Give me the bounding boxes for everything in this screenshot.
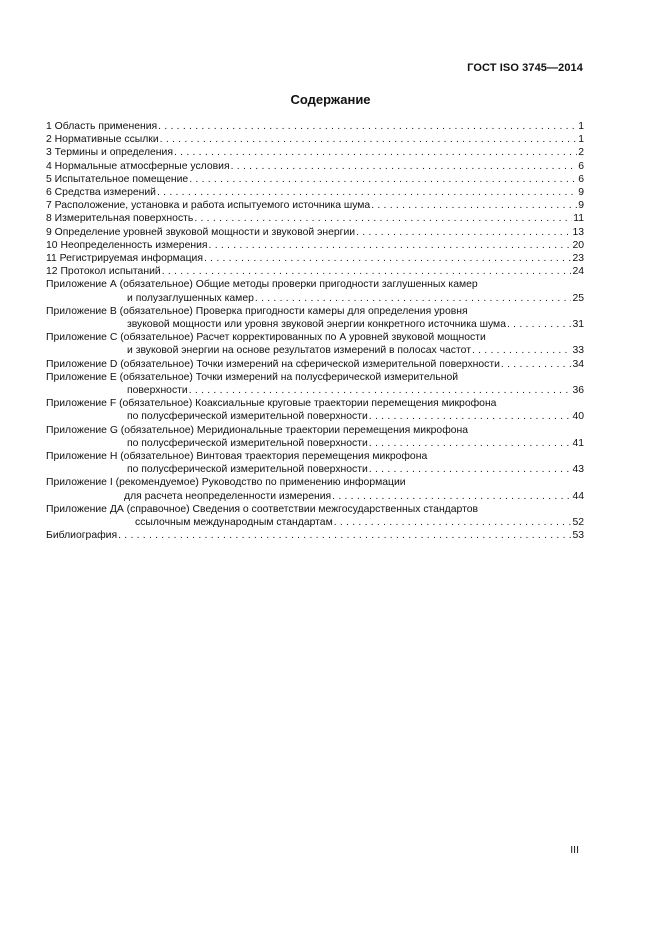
dot-leader bbox=[334, 516, 572, 529]
toc-page-number: 20 bbox=[572, 239, 584, 251]
dot-leader bbox=[472, 344, 571, 357]
toc-page-number: 33 bbox=[572, 345, 584, 357]
toc-entry[interactable] bbox=[46, 476, 584, 502]
toc-entry[interactable] bbox=[46, 199, 584, 212]
dot-leader bbox=[157, 186, 577, 199]
toc-page-number: 40 bbox=[572, 411, 584, 423]
toc-entry-title: Приложение D (обязательное) Точки измерений на сферической измерительной поверхности bbox=[46, 358, 500, 370]
toc-page-number: 44 bbox=[572, 490, 584, 502]
toc-entry[interactable] bbox=[46, 358, 584, 371]
toc-entry-title: Приложение I (рекомендуемое) Руководство по применению информации bbox=[46, 477, 406, 489]
toc-page-number: 53 bbox=[572, 530, 584, 542]
toc-page-number: 36 bbox=[572, 385, 584, 397]
toc-page-number: 9 bbox=[578, 187, 584, 199]
toc-entry-title: 11 Регистрируемая информация bbox=[46, 253, 203, 265]
toc-entry-title: Библиография bbox=[46, 530, 118, 542]
toc-entry[interactable] bbox=[46, 120, 584, 133]
toc-entry-title: по полусферической измерительной поверхности bbox=[127, 437, 368, 449]
toc-entry-title: 7 Расположение, установка и работа испытуемого источника шума bbox=[46, 200, 371, 212]
toc-page-number: 1 bbox=[578, 121, 584, 132]
toc-entry[interactable] bbox=[46, 450, 584, 476]
toc-page-number: 25 bbox=[572, 292, 584, 304]
toc-entry-title: для расчета неопределенности измерения bbox=[124, 490, 332, 502]
toc-page-number: 34 bbox=[572, 358, 584, 370]
dot-leader bbox=[118, 529, 571, 542]
page-title: Содержание bbox=[290, 92, 371, 107]
toc-page-number: 11 bbox=[573, 213, 584, 225]
dot-leader bbox=[209, 239, 572, 252]
toc-entry-title: 10 Неопределенность измерения bbox=[46, 239, 208, 251]
toc-entry-title: по полусферической измерительной поверхности bbox=[127, 464, 368, 476]
toc-entry[interactable] bbox=[46, 424, 584, 450]
toc-entry-title: Приложение В (обязательное) Проверка пригодности камеры для определения уровня bbox=[46, 305, 468, 317]
toc-entry[interactable] bbox=[46, 186, 584, 199]
dot-leader bbox=[255, 292, 572, 305]
toc-entry-title: 2 Нормативные ссылки bbox=[46, 134, 159, 146]
toc-entry[interactable] bbox=[46, 239, 584, 252]
toc-entry-title: и звуковой энергии на основе результатов измерений в полосах частот bbox=[127, 345, 471, 357]
dot-leader bbox=[369, 463, 572, 476]
dot-leader bbox=[204, 252, 571, 265]
toc-entry-title: Приложение А (обязательное) Общие методы проверки пригодности заглушенных камер bbox=[46, 279, 478, 291]
dot-leader bbox=[189, 384, 572, 397]
toc-page-number: 52 bbox=[572, 517, 584, 529]
toc-entry-title: Приложение ДА (справочное) Сведения о соответствии межгосударственных стандартов bbox=[46, 503, 479, 515]
toc-entry-title: 12 Протокол испытаний bbox=[46, 266, 161, 278]
toc-entry[interactable] bbox=[46, 371, 584, 397]
dot-leader bbox=[174, 146, 577, 159]
toc-page-number: 1 bbox=[578, 134, 584, 146]
table-of-contents bbox=[46, 120, 584, 543]
toc-page-number: 6 bbox=[578, 160, 584, 172]
toc-page-number: 43 bbox=[572, 464, 584, 476]
dot-leader bbox=[189, 173, 577, 186]
dot-leader bbox=[371, 199, 577, 212]
toc-entry[interactable] bbox=[46, 226, 584, 239]
dot-leader bbox=[356, 226, 571, 239]
toc-page-number: 41 bbox=[572, 437, 584, 449]
toc-entry[interactable] bbox=[46, 173, 584, 186]
toc-page-number: 13 bbox=[572, 226, 584, 238]
document-header: ГОСТ ISO 3745—2014 bbox=[467, 62, 583, 74]
toc-entry-title: Приложение F (обязательное) Коаксиальные круговые траектории перемещения микрофона bbox=[46, 398, 497, 410]
toc-entry-title: 8 Измерительная поверхность bbox=[46, 213, 194, 225]
dot-leader bbox=[507, 318, 571, 331]
toc-entry[interactable] bbox=[46, 529, 584, 542]
toc-entry-title: звуковой мощности или уровня звуковой энергии конкретного источника шума bbox=[127, 319, 506, 331]
dot-leader bbox=[194, 212, 572, 225]
toc-entry[interactable] bbox=[46, 146, 584, 159]
toc-entry[interactable] bbox=[46, 503, 584, 529]
toc-entry-title: 4 Нормальные атмосферные условия bbox=[46, 160, 230, 172]
toc-page-number: 6 bbox=[578, 173, 584, 185]
toc-entry-title: Приложение Е (обязательное) Точки измерений на полусферической измерительной bbox=[46, 371, 459, 383]
toc-entry-title: Приложение С (обязательное) Расчет корректированных по А уровней звуковой мощности bbox=[46, 332, 486, 344]
toc-entry-title: Приложение G (обязательное) Меридиональные траектории перемещения микрофона bbox=[46, 424, 469, 436]
toc-entry-title: Приложение Н (обязательное) Винтовая траектория перемещения микрофона bbox=[46, 451, 428, 463]
toc-entry-title: 3 Термины и определения bbox=[46, 147, 173, 159]
toc-page-number: 2 bbox=[578, 147, 584, 159]
toc-page-number: 31 bbox=[572, 319, 584, 331]
toc-page-number: 23 bbox=[572, 253, 584, 265]
toc-entry[interactable] bbox=[46, 252, 584, 265]
toc-entry[interactable] bbox=[46, 265, 584, 278]
toc-entry-title: поверхности bbox=[127, 385, 188, 397]
toc-entry[interactable] bbox=[46, 133, 584, 146]
dot-leader bbox=[369, 437, 572, 450]
toc-entry-title: 9 Определение уровней звуковой мощности и звуковой энергии bbox=[46, 226, 356, 238]
dot-leader bbox=[162, 265, 572, 278]
toc-entry-title: по полусферической измерительной поверхности bbox=[127, 411, 368, 423]
toc-entry[interactable] bbox=[46, 305, 584, 331]
toc-entry[interactable] bbox=[46, 278, 584, 304]
dot-leader bbox=[369, 410, 572, 423]
dot-leader bbox=[160, 133, 578, 146]
toc-page-number: 24 bbox=[572, 266, 584, 278]
toc-entry-title: и полузаглушенных камер bbox=[127, 292, 254, 304]
toc-entry[interactable] bbox=[46, 212, 584, 225]
toc-entry[interactable] bbox=[46, 160, 584, 173]
toc-entry-title: ссылочным международным стандартам bbox=[135, 517, 333, 529]
toc-entry-title: 5 Испытательное помещение bbox=[46, 173, 189, 185]
dot-leader bbox=[332, 490, 571, 503]
toc-entry-title: 1 Область применения bbox=[46, 121, 158, 132]
toc-entry-title: 6 Средства измерений bbox=[46, 187, 156, 199]
dot-leader bbox=[158, 120, 577, 133]
toc-page-number: 9 bbox=[578, 200, 584, 212]
page-number: III bbox=[570, 844, 579, 856]
dot-leader bbox=[501, 358, 572, 371]
toc-entry[interactable] bbox=[46, 331, 584, 357]
toc-entry[interactable] bbox=[46, 397, 584, 423]
dot-leader bbox=[231, 160, 578, 173]
